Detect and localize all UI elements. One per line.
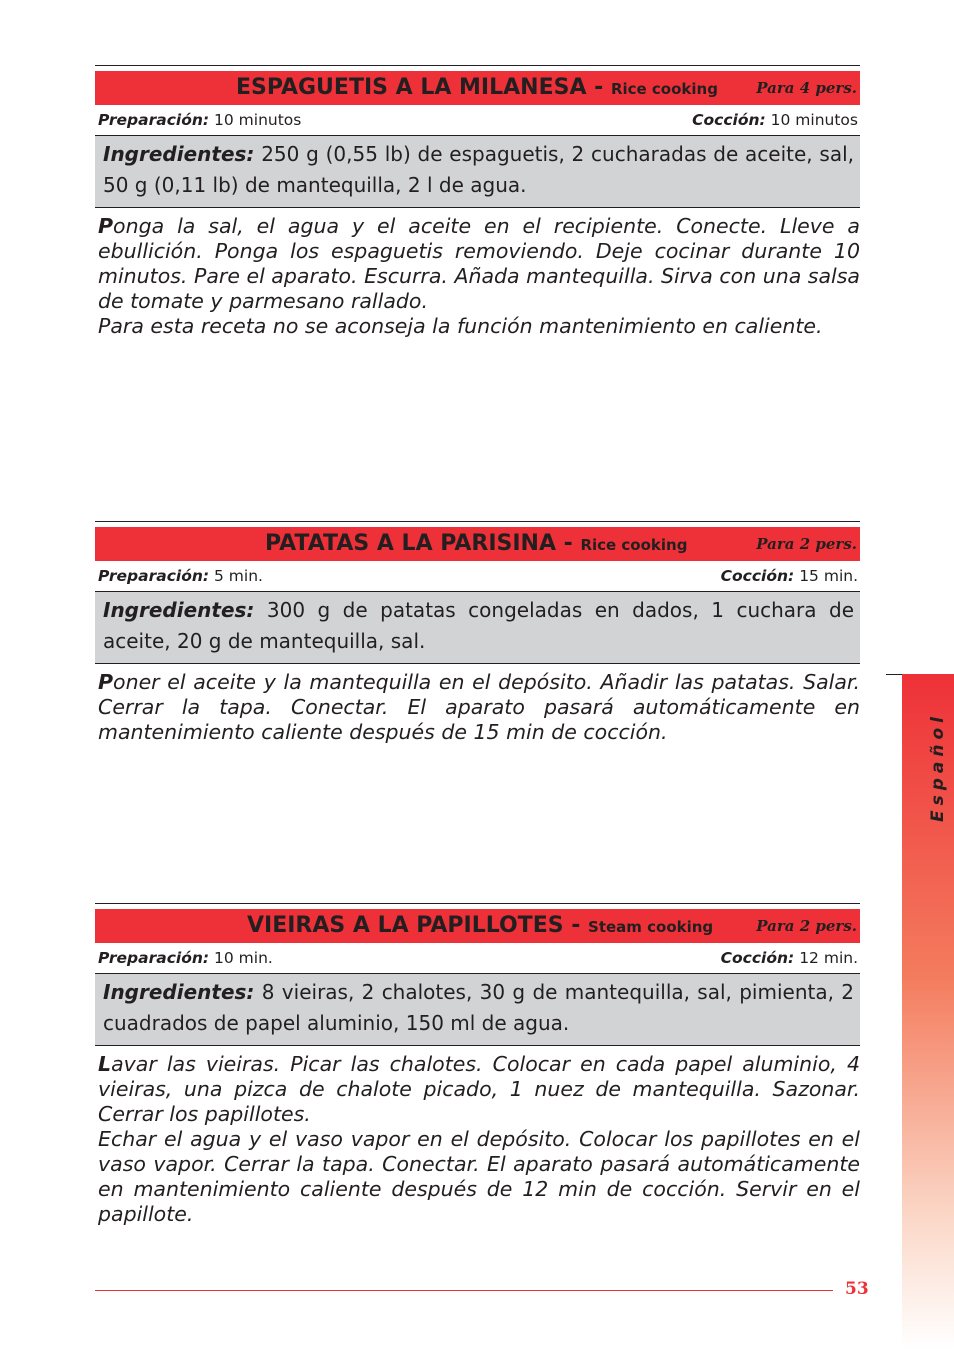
instruction-paragraph: Lavar las vieiras. Picar las chalotes. Colocar en cada papel aluminio, 4 vieiras, una pizca de chalote picado, 1 nuez de mantequilla. Sazonar. Cerrar los papillotes.: [98, 1052, 860, 1126]
ingredients-box: Ingredientes: 300 g de patatas congeladas en dados, 1 cuchara de aceite, 20 g de mantequilla, sal.: [95, 591, 860, 664]
language-label: Español: [928, 712, 948, 822]
recipe-divider: [95, 903, 860, 904]
instruction-paragraph: Para esta receta no se aconseja la función mantenimiento en caliente.: [98, 314, 823, 338]
recipe-title-bar: [95, 527, 860, 561]
recipe-instructions: [95, 214, 860, 339]
recipe-title-bar: [95, 909, 860, 943]
recipe-title: ESPAGUETIS A LA MILANESA - Rice cooking: [236, 75, 718, 100]
recipe-divider: [95, 65, 860, 66]
footer-rule: [95, 1290, 833, 1291]
instruction-paragraph: Echar el agua y el vaso vapor en el depósito. Colocar los papillotes en el vaso vapor. Cerrar la tapa. Conectar. El aparato pasará automáticamente en mantenimiento caliente después de 12 min de cocción. Servir en el papillote.: [98, 1127, 860, 1226]
recipe-title: VIEIRAS A LA PAPILLOTES - Steam cooking: [247, 913, 714, 938]
ingredients-box: Ingredientes: 8 vieiras, 2 chalotes, 30 g de mantequilla, sal, pimienta, 2 cuadrados de papel aluminio, 150 ml de agua.: [95, 973, 860, 1046]
instruction-paragraph: Ponga la sal, el agua y el aceite en el recipiente. Conecte. Lleve a ebullición. Ponga los espaguetis removiendo. Deje cocinar durante 10 minutos. Pare el aparato. Escurra. Añada mantequilla. Sirva con una salsa de tomate y parmesano rallado.: [98, 214, 860, 313]
recipe-instructions: [95, 670, 860, 745]
servings: Para 2 pers.: [756, 535, 857, 553]
recipe-instructions: [95, 1052, 860, 1227]
recipe-divider: [95, 521, 860, 522]
recipe-vieiras: [95, 903, 860, 1227]
servings: Para 2 pers.: [756, 917, 857, 935]
recipe-title: PATATAS A LA PARISINA - Rice cooking: [265, 531, 688, 556]
ingredients-box: Ingredientes: 250 g (0,55 lb) de espaguetis, 2 cucharadas de aceite, sal, 50 g (0,11 lb) de mantequilla, 2 l de agua.: [95, 135, 860, 208]
preparation-time: Preparación: 5 min.: [98, 567, 263, 585]
preparation-time: Preparación: 10 minutos: [98, 111, 302, 129]
cooking-time: Cocción: 15 min.: [720, 567, 858, 585]
recipe-meta: [95, 561, 860, 591]
cooking-mode: Rice cooking: [580, 536, 688, 554]
recipe-espaguetis: [95, 65, 860, 339]
cooking-mode: Rice cooking: [610, 80, 718, 98]
cooking-mode: Steam cooking: [588, 918, 714, 936]
servings: Para 4 pers.: [756, 79, 857, 97]
recipe-meta: [95, 943, 860, 973]
recipe-patatas: [95, 521, 860, 745]
recipe-meta: [95, 105, 860, 135]
preparation-time: Preparación: 10 min.: [98, 949, 273, 967]
page-number: 53: [845, 1279, 869, 1299]
recipe-title-bar: [95, 71, 860, 105]
cooking-time: Cocción: 10 minutos: [692, 111, 858, 129]
instruction-paragraph: Poner el aceite y la mantequilla en el depósito. Añadir las patatas. Salar. Cerrar la tapa. Conectar. El aparato pasará automáticamente en mantenimiento caliente después de 15 min de cocción.: [98, 670, 860, 744]
cooking-time: Cocción: 12 min.: [720, 949, 858, 967]
